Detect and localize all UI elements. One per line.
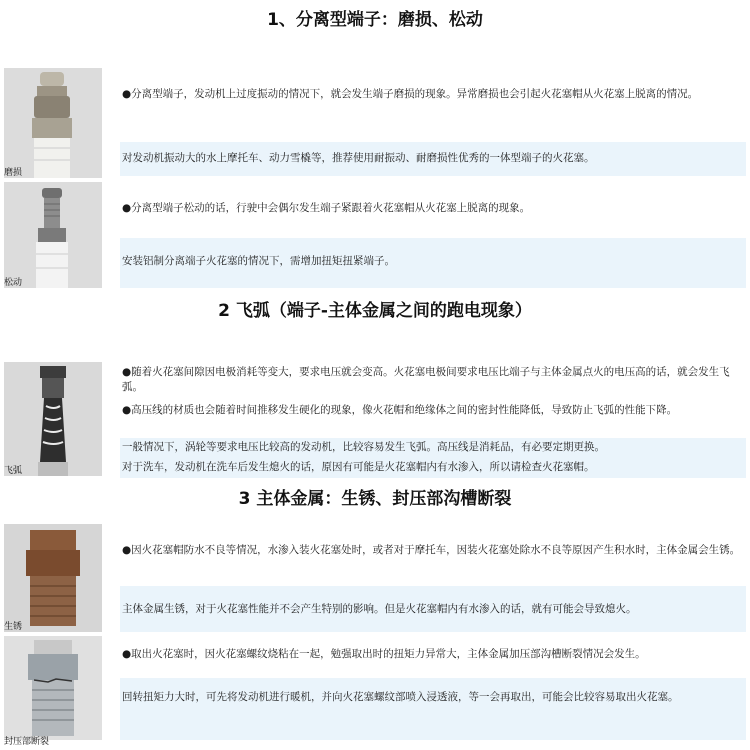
spark-plug-rust-photo (4, 524, 102, 632)
paragraph-worn-advice: 对发动机振动大的水上摩托车、动力雪橇等，推荐使用耐振动、耐磨损性优秀的一体型端子的火花塞。 (120, 142, 746, 176)
paragraph-flashover-cause: ●随着火花塞间隙因电极消耗等变大，要求电压就会变高。火花塞电极间要求电压比端子与主体金属点火的电压高的话，就会发生飞弧。 (122, 366, 730, 393)
section-1-title: 1、分离型端子：磨损、松动 (267, 10, 483, 30)
photo-caption-rust: 生锈 (4, 622, 23, 632)
paragraph-loose-advice: 安装铝制分离端子火花塞的情况下，需增加扭矩扭紧端子。 (120, 238, 746, 288)
paragraph-loose-description: ●分离型端子松动的话，行驶中会偶尔发生端子紧跟着火花塞帽从火花塞上脱离的现象。 (122, 202, 531, 214)
section-3-title: 3 主体金属：生锈、封压部沟槽断裂 (238, 489, 512, 509)
paragraph-flashover-wash: 对于洗车，发动机在洗车后发生熄火的话，原因有可能是火花塞帽内有水渗入，所以请检查火花塞帽。 (120, 458, 746, 478)
paragraph-worn-description: ●分离型端子，发动机上过度振动的情况下，就会发生端子磨损的现象。异常磨损也会引起火花塞帽从火花塞上脱离的情况。 (122, 88, 699, 100)
paragraph-crack-advice: 回转扭矩力大时，可先将发动机进行暖机，并向火花塞螺纹部喷入浸透液，等一会再取出，可能会比较容易取出火花塞。 (120, 678, 746, 740)
photo-caption-worn: 磨损 (4, 168, 23, 178)
photo-caption-crimp-crack: 封压部断裂 (4, 737, 50, 747)
section-2-title: 2 飞弧（端子-主体金属之间的跑电现象） (218, 301, 532, 321)
paragraph-rust-cause: ●因火花塞帽防水不良等情况，水渗入装火花塞处时，或者对于摩托车，因装火花塞处除水不良等原因产生积水时，主体金属会生锈。 (122, 544, 741, 556)
paragraph-rust-effect: 主体金属生锈，对于火花塞性能并不会产生特别的影响。但是火花塞帽内有水渗入的话，就有可能会导致熄火。 (120, 586, 746, 632)
spark-plug-flashover-photo (4, 362, 102, 476)
paragraph-crack-cause: ●取出火花塞时，因火花塞螺纹烧粘在一起，勉强取出时的扭矩力异常大，主体金属加压部沟槽断裂情况会发生。 (122, 648, 646, 660)
paragraph-flashover-cable: ●高压线的材质也会随着时间推移发生硬化的现象，像火花帽和绝缘体之间的密封性能降低，导致防止飞弧的性能下降。 (122, 404, 678, 416)
photo-caption-flashover: 飞弧 (4, 466, 23, 476)
paragraph-flashover-advice: 一般情况下，涡轮等要求电压比较高的发动机，比较容易发生飞弧。高压线是消耗品，有必要定期更换。 (120, 438, 746, 458)
spark-plug-worn-terminal-photo (4, 68, 102, 178)
spark-plug-loose-terminal-photo (4, 182, 102, 288)
photo-caption-loose: 松动 (4, 278, 23, 288)
spark-plug-crimp-crack-photo (4, 636, 102, 740)
